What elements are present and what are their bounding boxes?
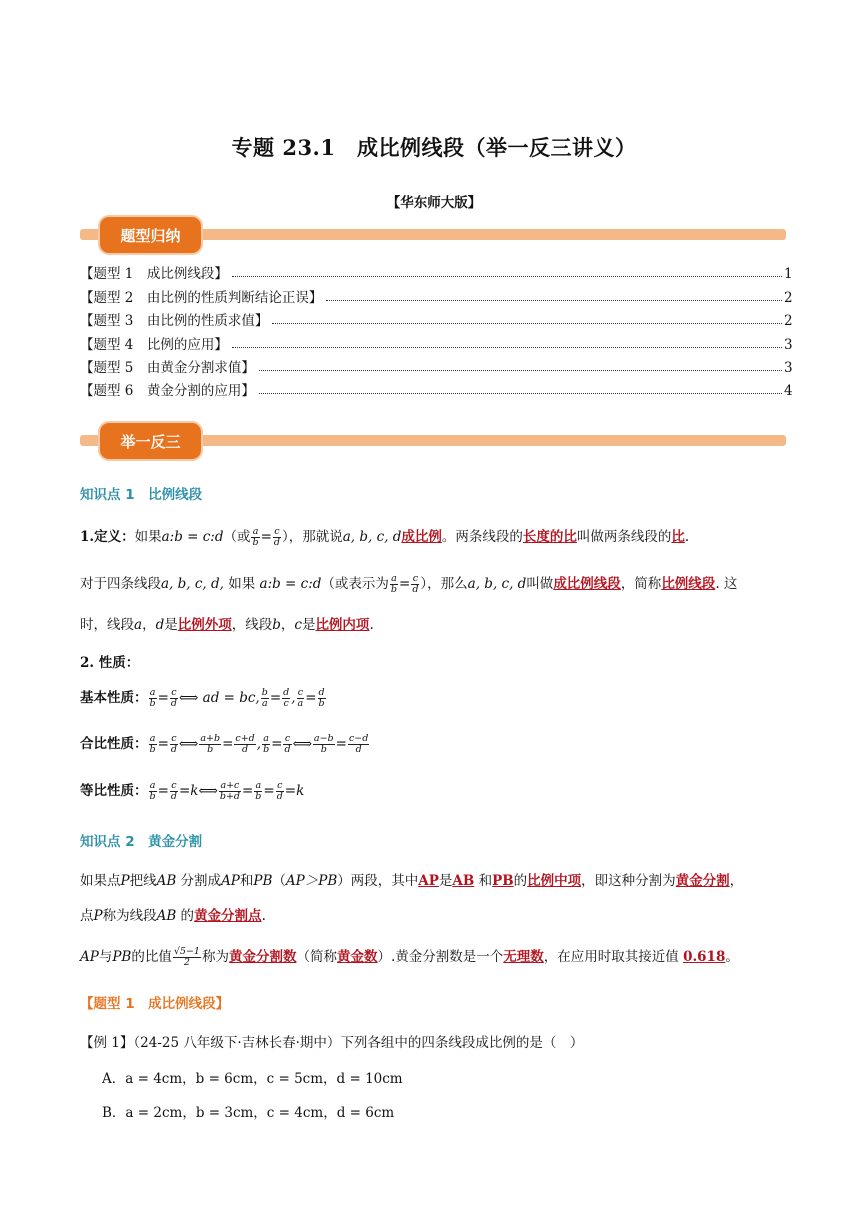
toc-item[interactable]: 【题型 2 由比例的性质判断结论正误】 2 — [80, 289, 793, 306]
page-title: 专题 23.1 成比例线段（举一反三讲义） — [231, 135, 637, 160]
section-badge-types: 题型归纳 — [100, 217, 201, 253]
toc-item[interactable]: 【题型 3 由比例的性质求值】 2 — [80, 313, 793, 330]
example-1-option-b[interactable]: B．a = 2cm，b = 3cm，c = 4cm，d = 6cm — [102, 1105, 395, 1121]
toc-item[interactable]: 【题型 1 成比例线段】 1 — [80, 266, 793, 283]
type-1-heading: 【题型 1 成比例线段】 — [80, 996, 230, 1012]
golden-section-line-2: 点P称为线段AB 的黄金分割点. — [80, 908, 266, 924]
table-of-contents — [80, 259, 792, 399]
knowledge-point-2-title: 知识点 2 黄金分割 — [80, 834, 203, 850]
toc-item[interactable]: 【题型 4 比例的应用】 3 — [80, 336, 793, 353]
toc-item[interactable]: 【题型 6 黄金分割的应用】 4 — [80, 383, 793, 400]
golden-section-line-1: 如果点P把线AB 分割成AP和PB（AP＞PB）两段，其中AP是AB 和PB的比例中项，即这种分割为黄金分割， — [80, 873, 744, 889]
golden-section-line-3: AP与PB的比值 $\frac{√5-1}{2}$ 称为黄金分割数（简称黄金数）.黄金分割数是一个无理数，在应用时取其接近值 0.618。 — [80, 946, 739, 968]
equal-ratio-property: 等比性质： $\frac{a}{b}$ = $\frac{c}{d}$ =k⟺ $\frac{a+c}{b+d}$ = $\frac{a}{b}$ = $\frac{c}{d}$ =k — [80, 780, 305, 802]
basic-property: 基本性质： $\frac{a}{b}$ = $\frac{c}{d}$ ⟺ ad = bc, $\frac{b}{a}$ = $\frac{d}{c}$ , $\frac{c}{a}$ = $\frac{d}{b}$ — [80, 687, 325, 709]
definition-line-3: 时，线段a，d是比例外项，线段b，c是比例内项. — [80, 617, 374, 633]
addition-property: 合比性质： $\frac{a}{b}$ = $\frac{c}{d}$ ⟺ $\frac{a+b}{b}$ = $\frac{c+d}{d}$ , $\frac{a}{b}$ = $\frac{c}{d}$ ⟺ $\frac{a-b}{b}$ = $\frac{c-d}{d}$ — [80, 733, 369, 755]
definition-line: 1.定义：如果a:b = c:d（或 $\frac{a}{b}$ = $\frac{c}{d}$ ），那就说a, b, c, d成比例。两条线段的长度的比叫做两条线段的比. — [80, 526, 690, 548]
properties-label: 2. 性质： — [80, 655, 140, 671]
knowledge-point-1-title: 知识点 1 比例线段 — [80, 487, 203, 503]
section-badge-examples: 举一反三 — [100, 423, 201, 459]
example-1-option-a[interactable]: A．a = 4cm，b = 6cm，c = 5cm，d = 10cm — [102, 1071, 403, 1087]
edition-label: 【华东师大版】 — [386, 195, 482, 211]
definition-line-2: 对于四条线段a, b, c, d, 如果 a:b = c:d（或表示为 $\frac{a}{b}$ = $\frac{c}{d}$ ），那么a, b, c, d叫做成比例线段，简称比例线段. 这 — [80, 573, 738, 595]
toc-item[interactable]: 【题型 5 由黄金分割求值】 3 — [80, 359, 793, 376]
example-1-question: 【例 1】（24-25 八年级下·吉林长春·期中）下列各组中的四条线段成比例的是（ ） — [80, 1035, 584, 1051]
